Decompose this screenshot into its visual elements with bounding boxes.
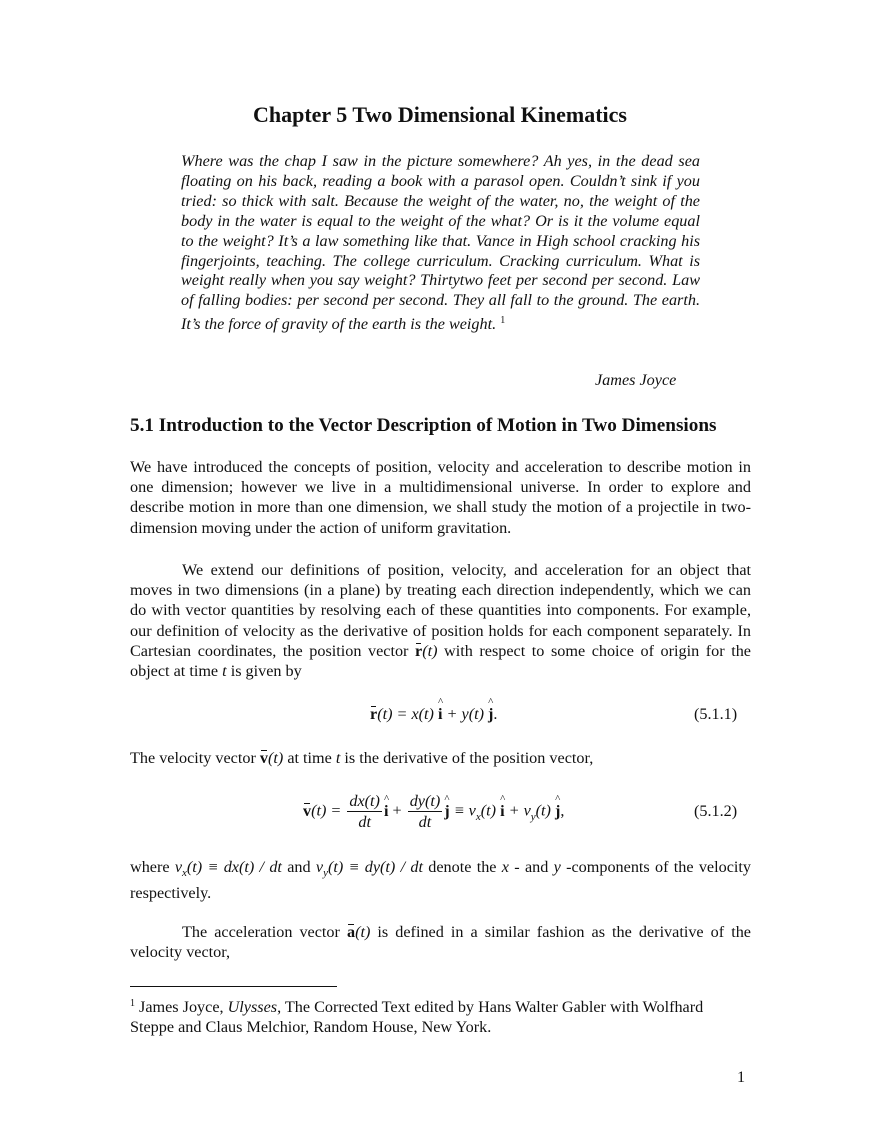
paragraph-definitions [130,560,751,681]
math-run: t [222,662,227,681]
paragraph-acceleration [130,922,751,962]
fraction [408,792,443,832]
fraction [347,792,382,832]
math-run: (t) [268,749,284,767]
subscript: x [475,810,481,823]
footnote-reference: 1 [500,315,506,327]
text-run: at time [283,749,336,767]
text-run: and [281,858,316,876]
paragraph-components [130,857,751,904]
unit-vector-i: ^ i [500,802,505,820]
math-run: (t) ≡ dx(t) / dt [186,858,282,876]
equation-number: (5.1.2) [694,802,738,820]
math-run: = x(t) [392,705,438,723]
epigraph-attribution: James Joyce [595,371,677,389]
math-run: (t) [377,705,393,723]
equation-5-1-2 [303,792,564,832]
subscript: x [182,867,187,880]
text-run: is given by [226,662,302,681]
unit-vector-i: ^ i [438,705,443,723]
denominator: dt [358,813,371,831]
paragraph-velocity [130,748,751,768]
footnote-divider [130,986,337,987]
velocity-vector-symbol: v [259,749,268,767]
math-run: (t) [535,801,555,820]
page-number: 1 [737,1068,746,1086]
math-run: + y(t) [442,705,489,723]
denominator: dt [418,813,432,831]
equation-5-1-1 [370,705,497,724]
subscript: y [530,810,536,823]
unit-vector-i: ^ i [384,802,389,820]
math-run: y [553,858,561,876]
text-run: where [130,858,175,876]
math-run: + [388,801,406,820]
section-heading: 5.1 Introduction to the Vector Description of Motion in Two Dimensions [130,415,717,436]
paragraph-intro: We have introduced the concepts of position, velocity and acceleration to describe motion in one dimension; however we live in a multidimensional universe. In order to explore and describe motion in more than one dimension, we shall study the motion of a projectile in two-dimension moving under the action of uniform gravitation. [130,458,751,537]
text-run: The acceleration vector [182,923,347,941]
unit-vector-j: ^ j [444,802,449,820]
text-run: James Joyce, [135,998,228,1016]
text-run: , The Corrected Text edited by Hans Walter Gabler with Wolfhard Steppe and Claus Melchior, Random House, New York. [130,998,704,1037]
math-run: (t) [355,923,371,941]
math-run: (t) = [311,801,346,820]
math-run: . [493,705,498,723]
vector-symbol: v [303,801,312,820]
math-run: t [335,749,341,767]
footnote-marker: 1 [130,998,135,1009]
text-run: with respect to some choice of origin for the object at time [130,641,751,681]
math-run: (t) ≡ dy(t) / dt [327,858,423,876]
math-run: + v [504,801,531,820]
text-run: is defined in a similar fashion as the derivative of the velocity vector, [130,923,751,962]
text-run: denote the [422,858,502,876]
chapter-title: Chapter 5 Two Dimensional Kinematics [252,102,627,127]
math-run: v [315,858,324,876]
math-run: v [174,858,183,876]
epigraph-quote [181,152,700,335]
math-run: , [560,801,565,820]
text-run: The velocity vector [130,749,260,767]
numerator: dx(t) [349,792,380,810]
text-run: - and [508,858,554,876]
subscript: y [323,867,328,880]
vector-symbol: r [370,705,378,723]
acceleration-vector-symbol: a [346,923,356,941]
math-run: (t) [422,641,438,660]
math-run: x [501,858,509,876]
unit-vector-j: ^ j [555,802,560,820]
text-run: -components of the velocity respectively. [130,858,751,903]
book-title: Ulysses [227,998,278,1016]
math-run: ≡ v [449,801,476,820]
unit-vector-j: ^ j [488,705,493,723]
epigraph-text: Where was the chap I saw in the picture somewhere? Ah yes, in the dead sea floating on his back, reading a book with a parasol open. Couldn’t sink if you tried: so thick with salt. Because the weight of the water, no, the weight of the body in the water is equal to the weight of the what? Or is it the volume equal to the weight? It’s a law something like that. Vance in High school cracking his fingerjoints, teaching. The college curriculum. Cracking curriculum. What is weight really when you say weight? Thirtytwo feet per second per second. Law of falling bodies: per second per second. They all fall to the ground. The earth. It’s the force of gravity of the earth is the weight. [181,152,700,334]
text-run: is the derivative of the position vector, [340,749,594,767]
math-run: (t) [480,801,501,820]
numerator: dy(t) [409,792,441,810]
text-run: We extend our definitions of position, velocity, and acceleration for an object that moves in two dimensions (in a plane) by treating each direction independently, which we can do with vector quantities by resolving each of these quantities into components. For example, our definition of velocity as the derivative of position holds for each component separately. In Cartesian coordinates, the position vector [130,561,751,660]
equation-number: (5.1.1) [694,705,738,723]
footnote [130,994,751,1037]
position-vector-symbol: r [415,641,423,660]
